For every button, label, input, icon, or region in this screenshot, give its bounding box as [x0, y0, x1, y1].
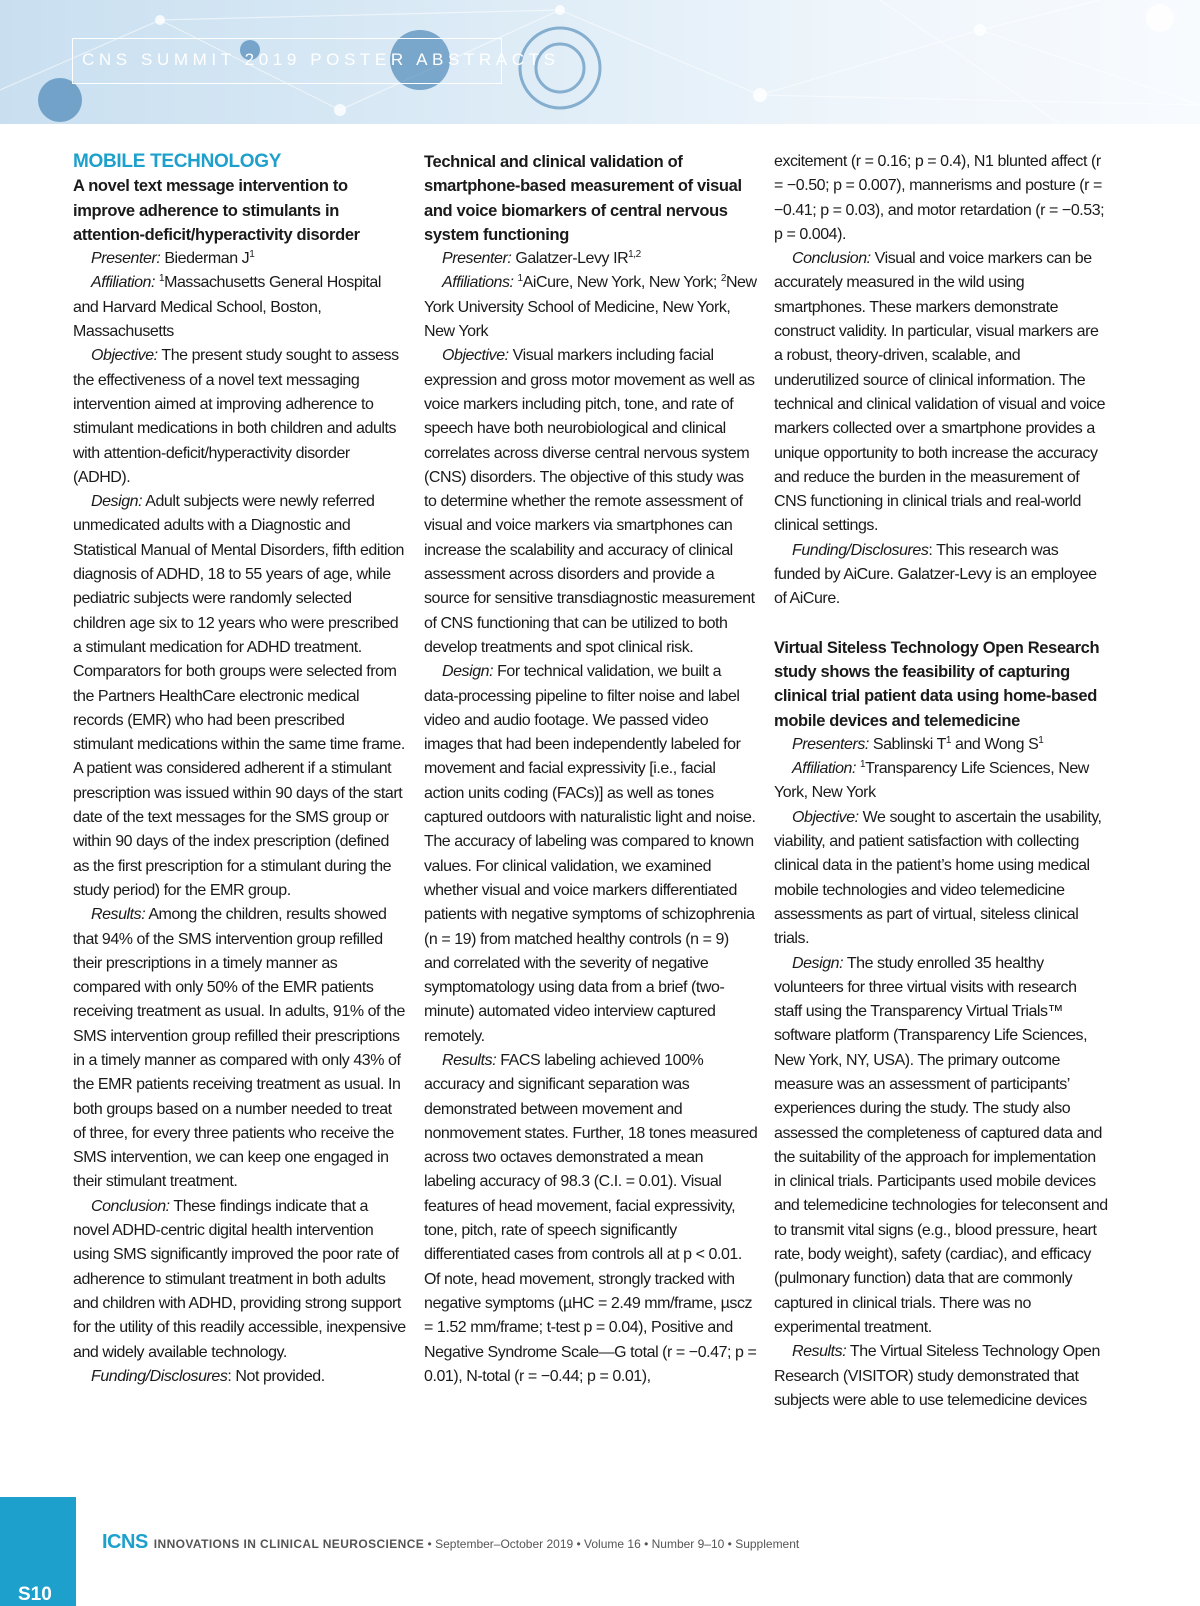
results-text: Among the children, results showed that 94% of the SMS intervention group refilled their prescriptions in a timely manner as compared with only 50% of the EMR patients receiving treatment as usual. In adults, 91% of the SMS intervention group refilled their prescriptions in a timely manner as compared with only 43% of the EMR patients receiving treatment as usual. In both groups based on a number needed to treat of three, for every three patients who receive the SMS intervention, we can keep one engaged in their stimulant treatment. — [73, 906, 405, 1191]
column-2 — [424, 150, 758, 1389]
design-text: Adult subjects were newly referred unmedicated adults with a Diagnostic and Statistical Manual of Mental Disorders, fifth edition diagnosis of ADHD, 18 to 55 years of age, while pediatric subjects were randomly selected children age six to 12 years who were prescribed a stimulant medication for ADHD treatment. Comparators for both groups were selected from the Partners HealthCare electronic medical records (EMR) who had been prescribed stimulant medications within the same time frame. A patient was considered adherent if a stimulant prescription was issued within 90 days of the start date of the text messages for the SMS group or within 90 days of the index prescription (defined as the first prescription for a stimulant during the study period) for the EMR group. — [73, 493, 405, 899]
design-paragraph — [774, 952, 1108, 1341]
affiliation-text: Massachusetts General Hospital and Harvard Medical School, Boston, Massachusetts — [73, 274, 381, 341]
funding-label: Funding/Disclosures — [91, 1367, 228, 1385]
objective-label: Objective: — [792, 808, 859, 826]
conclusion-text: These findings indicate that a novel ADHD-centric digital health intervention using SMS significantly improved the poor rate of adherence to stimulant treatment in both adults and children with ADHD, providing strong support for the utility of this readily accessible, inexpensive and widely available technology. — [73, 1197, 406, 1361]
footer-citation — [102, 1531, 799, 1554]
issue-info: • September–October 2019 • Volume 16 • Number 9–10 • Supplement — [424, 1537, 800, 1551]
column-3 — [774, 150, 1108, 1413]
affiliation-label: Affiliation: — [91, 274, 155, 292]
presenter-b: Wong S — [984, 735, 1039, 753]
presenter-line — [424, 247, 758, 271]
presenters-label: Presenters: — [792, 735, 869, 753]
spacer — [774, 612, 1108, 636]
design-paragraph — [424, 660, 758, 1049]
funding-label: Funding/Disclosures — [792, 541, 929, 559]
affiliation-text: Transparency Life Sciences, New York, New York — [774, 760, 1089, 802]
abstract-title-2: Technical and clinical validation of smartphone-based measurement of visual and voice biomarkers of central nervous system functioning — [424, 153, 742, 244]
objective-label: Objective: — [442, 347, 509, 365]
results-label: Results: — [442, 1051, 497, 1069]
abstract-title-3: Virtual Siteless Technology Open Research study shows the feasibility of capturing clinical trial patient data using home-based mobile devices and telemedicine — [774, 638, 1100, 730]
objective-paragraph — [774, 806, 1108, 952]
affiliation-sup: 1 — [859, 759, 866, 771]
aff2-text: New York University School of Medicine, New York, New York — [424, 274, 757, 341]
banner-title: CNS SUMMIT 2019 POSTER ABSTRACTS — [82, 50, 560, 69]
presenters-line — [774, 733, 1108, 757]
section-heading: MOBILE TECHNOLOGY — [73, 151, 282, 172]
affiliation-label: Affiliation: — [792, 760, 856, 778]
affiliations-label: Affiliations: — [442, 274, 514, 292]
conclusion-paragraph — [73, 1195, 407, 1365]
conclusion-label: Conclusion: — [792, 250, 871, 268]
design-label: Design: — [792, 954, 844, 972]
funding-text: : Not provided. — [227, 1367, 325, 1385]
funding-paragraph — [73, 1365, 407, 1389]
affiliation-sup: 1 — [158, 273, 165, 285]
funding-paragraph — [774, 539, 1108, 612]
objective-paragraph — [424, 344, 758, 660]
presenter-name: Biederman J — [164, 250, 250, 268]
results-paragraph — [774, 1340, 1108, 1413]
conclusion-paragraph — [774, 247, 1108, 539]
header-banner — [0, 0, 1200, 124]
presenter-label: Presenter: — [442, 250, 512, 268]
abstract-title-1: A novel text message intervention to improve adherence to stimulants in attention-deficit/hyperactivity disorder — [73, 177, 360, 244]
affiliation-line — [774, 757, 1108, 806]
results-text: FACS labeling achieved 100% accuracy and significant separation was demonstrated between movement and nonmovement states. Further, 18 tones measured across two octaves demonstrated a mean labeling accuracy of 98.3 (C.I. = 0.01). Visual features of head movement, facial expressivity, tone, pitch, rate of speech significantly differentiated cases from controls all at p < 0.01. Of note, head movement, strongly tracked with negative symptoms (µHC = 2.49 mm/frame, µscz = 1.52 mm/frame; t-test p = 0.04), Positive and Negative Syndrome Scale—G total (r = −0.47; p = 0.01), N-total (r = −0.44; p = 0.01), — [424, 1051, 758, 1385]
presenter-a: Sablinski T — [872, 735, 946, 753]
design-paragraph — [73, 490, 407, 903]
results-label: Results: — [91, 906, 146, 924]
results-text: The Virtual Siteless Technology Open Research (VISITOR) study demonstrated that subjects were able to use telemedicine devices — [774, 1343, 1100, 1409]
results-continued: excitement (r = 0.16; p = 0.4), N1 blunted affect (r = −0.50; p = 0.007), mannerisms and posture (r = −0.41; p = 0.03), and motor retardation (r = −0.53; p = 0.004). — [774, 153, 1105, 243]
objective-paragraph — [73, 344, 407, 490]
objective-text: The present study sought to assess the effectiveness of a novel text messaging intervention aimed at improving adherence to stimulant medications in both children and adults with attention-deficit/hyperactivity disorder (ADHD). — [73, 347, 399, 486]
conclusion-label: Conclusion: — [91, 1197, 170, 1215]
journal-name: INNOVATIONS IN CLINICAL NEUROSCIENCE — [153, 1537, 425, 1551]
aff1-sup: 1 — [517, 273, 523, 285]
presenter-line — [73, 247, 407, 271]
presenter-name: Galatzer-Levy IR — [515, 250, 629, 268]
affiliations-line — [424, 271, 758, 344]
conclusion-text: Visual and voice markers can be accurately measured in the wild using smartphones. These markers demonstrate construct validity. In particular, visual markers are a robust, theory-driven, scalable, and underutilized source of clinical information. The technical and clinical validation of visual and voice markers collected over a smartphone provides a unique opportunity to both increase the accuracy and reduce the burden in the measurement of CNS functioning in clinical trials and real-world clinical settings. — [774, 250, 1106, 535]
journal-logo: ICNS — [102, 1531, 148, 1553]
results-paragraph — [424, 1049, 758, 1389]
column-1 — [73, 150, 407, 1389]
design-text: For technical validation, we built a data-processing pipeline to filter noise and label video and audio footage. We passed video images that had been independently labeled for movement and facial expressivity [i.e., facial action units coding (FACs)] as well as tones captured outdoors with naturalistic light and noise. The accuracy of labeling was compared to known values. For clinical validation, we examined whether visual and voice markers differentiated patients with negative symptoms of schizophrenia (n = 19) from matched healthy controls (n = 9) and correlated with the severity of negative symptomatology using data from a brief (two-minute) automated video interview captured remotely. — [424, 663, 756, 1045]
results-label: Results: — [792, 1343, 847, 1361]
page-number: S10 — [18, 1584, 52, 1605]
presenter-label: Presenter: — [91, 250, 161, 268]
objective-text: Visual markers including facial expression and gross motor movement as well as voice markers including pitch, tone, and rate of speech have both neurobiological and clinical correlates across diverse central nervous system (CNS) disorders. The objective of this study was to determine whether the remote assessment of visual and voice markers via smartphones can increase the scalability and accuracy of clinical assessment across disorders and provide a source for sensitive transdiagnostic measurement of CNS functioning that can be utilized to both develop treatments and spot clinical risk. — [424, 347, 755, 656]
design-text: The study enrolled 35 healthy volunteers for three virtual visits with research staff using the Transparency Virtual Trials™ software platform (Transparency Life Sciences, New York, NY, USA). The primary outcome measure was an assessment of participants’ experiences during the study. The study also assessed the completeness of captured data and the suitability of the approach for implementation in clinical trials. Participants used mobile devices and telemedicine technologies for teleconsent and to transmit vital signs (e.g., blood pressure, heart rate, body weight), safety (cardiac), and efficacy (pulmonary function) data that are commonly captured in clinical trials. There was no experimental treatment. — [774, 954, 1108, 1336]
presenter-sup: 1,2 — [628, 249, 641, 261]
presenter-a-sup: 1 — [945, 734, 952, 746]
aff2-sup: 2 — [720, 273, 726, 285]
objective-label: Objective: — [91, 347, 158, 365]
presenter-b-sup: 1 — [1038, 734, 1044, 746]
aff1-text: AiCure, New York, New York; — [522, 274, 717, 292]
presenter-sup: 1 — [249, 249, 255, 261]
presenter-and: and — [951, 735, 985, 753]
funding-text: : This research was funded by AiCure. Galatzer-Levy is an employee of AiCure. — [774, 541, 1097, 608]
affiliation-line — [73, 271, 407, 344]
objective-text: We sought to ascertain the usability, viability, and patient satisfaction with collecting clinical data in the patient’s home using medical mobile technologies and video telemedicine assessments as part of virtual, siteless clinical trials. — [774, 808, 1102, 948]
design-label: Design: — [442, 663, 494, 681]
design-label: Design: — [91, 493, 143, 511]
results-paragraph — [73, 903, 407, 1195]
